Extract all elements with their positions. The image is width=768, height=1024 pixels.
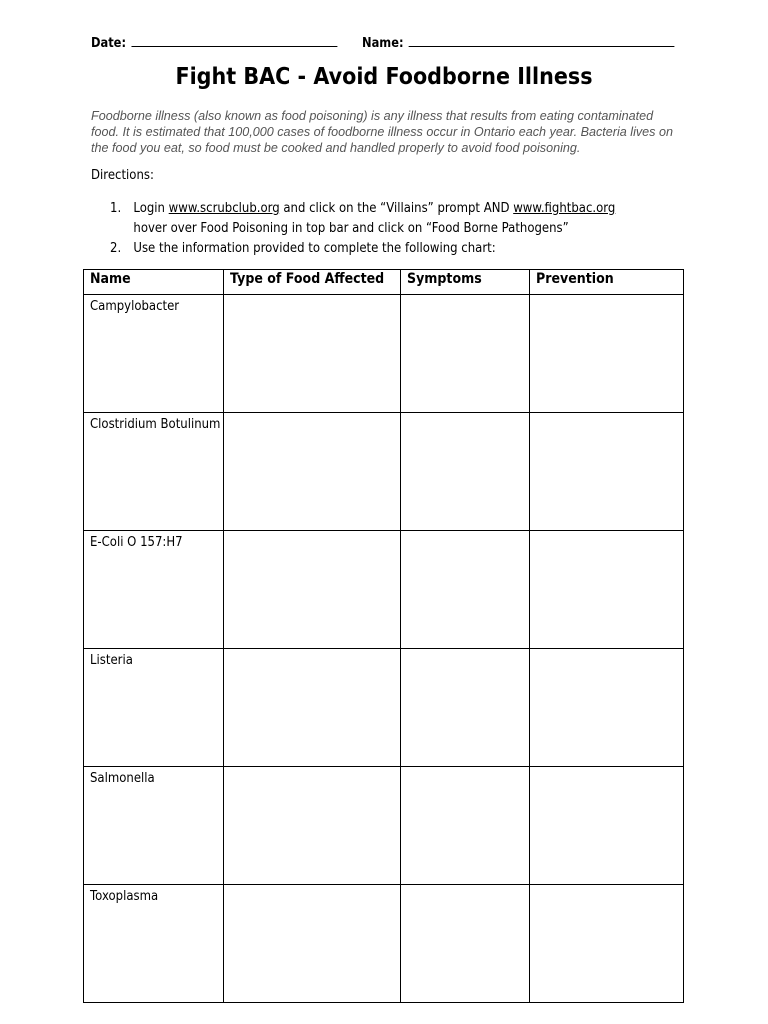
table-row [84, 885, 684, 1003]
symptoms-cell[interactable] [401, 295, 530, 413]
table-row [84, 767, 684, 885]
symptoms-cell[interactable] [401, 767, 530, 885]
prevention-cell[interactable] [530, 767, 684, 885]
table-row [84, 295, 684, 413]
prevention-cell[interactable] [530, 295, 684, 413]
intro-paragraph: Foodborne illness (also known as food poisoning) is any illness that results from eating contaminated food. It is estimated that 100,000 cases of foodborne illness occur in Ontario each year. Bacteria lives on the food you eat, so food must be cooked and handled properly to avoid food poisoning. [91, 109, 673, 155]
step-text: hover over Food Poisoning in top bar and click on “Food Borne Pathogens” [133, 221, 569, 236]
name-blank[interactable] [409, 34, 675, 47]
prevention-cell[interactable] [530, 885, 684, 1003]
symptoms-cell[interactable] [401, 649, 530, 767]
name-field [362, 34, 675, 51]
step-text: Use the information provided to complete the following chart: [133, 241, 496, 256]
direction-step-2 [110, 239, 650, 259]
step-number: 2. [110, 241, 122, 256]
pathogen-name-cell: Clostridium Botulinum [84, 413, 224, 531]
name-label: Name: [362, 36, 404, 51]
step-text: Login [133, 201, 169, 216]
page-title: Fight BAC - Avoid Foodborne Illness [175, 64, 593, 90]
table-row [84, 413, 684, 531]
step-text: and click on the “Villains” prompt AND [279, 201, 514, 216]
directions-list [110, 199, 710, 259]
header-prevention: Prevention [530, 270, 684, 295]
food-affected-cell[interactable] [224, 295, 401, 413]
prevention-cell[interactable] [530, 649, 684, 767]
direction-step-1-continued [110, 219, 650, 239]
food-affected-cell[interactable] [224, 413, 401, 531]
food-affected-cell[interactable] [224, 531, 401, 649]
date-blank[interactable] [131, 34, 337, 47]
pathogen-name-cell: Toxoplasma [84, 885, 224, 1003]
pathogen-name-cell: Campylobacter [84, 295, 224, 413]
prevention-cell[interactable] [530, 531, 684, 649]
header-type-of-food: Type of Food Affected [224, 270, 401, 295]
pathogen-name-cell: Listeria [84, 649, 224, 767]
symptoms-cell[interactable] [401, 413, 530, 531]
date-label: Date: [91, 36, 127, 51]
food-affected-cell[interactable] [224, 885, 401, 1003]
pathogen-chart [83, 269, 684, 1003]
header-symptoms: Symptoms [401, 270, 530, 295]
directions-label: Directions: [91, 168, 154, 183]
direction-step-1 [110, 199, 650, 219]
food-affected-cell[interactable] [224, 649, 401, 767]
table-row [84, 649, 684, 767]
fightbac-link[interactable]: www.fightbac.org [513, 201, 616, 216]
pathogen-name-cell: Salmonella [84, 767, 224, 885]
step-number: 1. [110, 201, 122, 216]
pathogen-name-cell: E-Coli O 157:H7 [84, 531, 224, 649]
food-affected-cell[interactable] [224, 767, 401, 885]
date-field [91, 34, 337, 51]
symptoms-cell[interactable] [401, 531, 530, 649]
table-row [84, 531, 684, 649]
header-name: Name [84, 270, 224, 295]
symptoms-cell[interactable] [401, 885, 530, 1003]
prevention-cell[interactable] [530, 413, 684, 531]
chart-header-row [84, 270, 684, 295]
scrubclub-link[interactable]: www.scrubclub.org [168, 201, 280, 216]
